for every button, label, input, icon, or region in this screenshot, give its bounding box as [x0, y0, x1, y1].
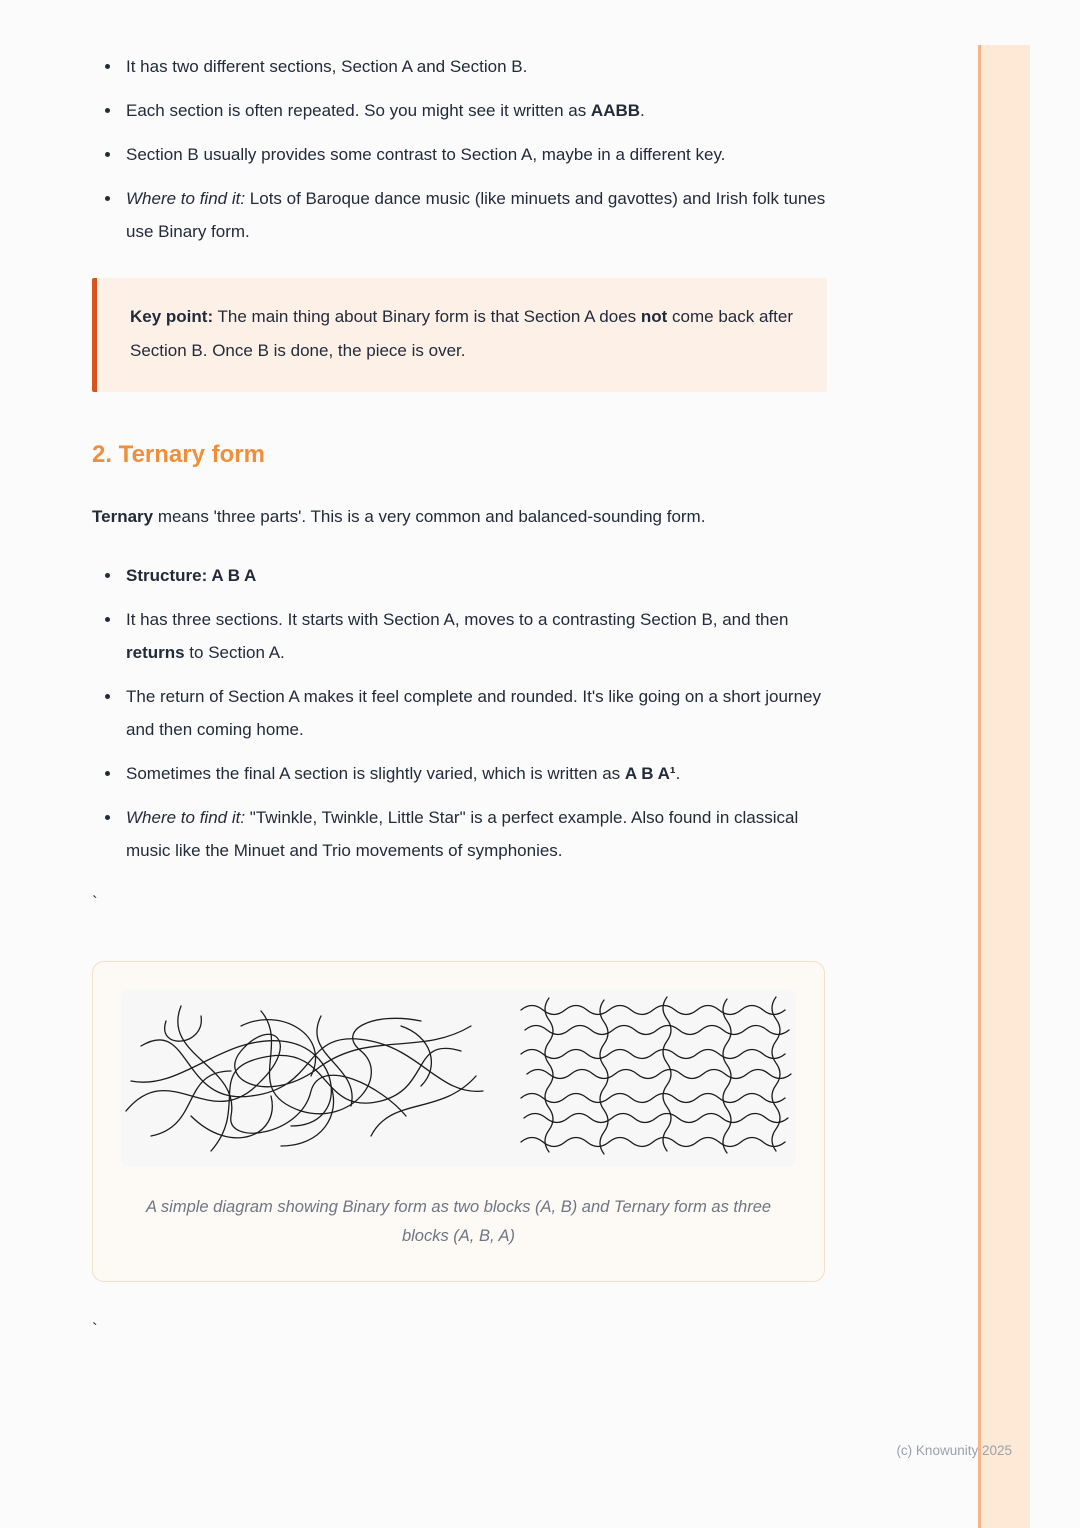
list-item: • Each section is often repeated. So you might see it written as AABB.	[122, 94, 827, 127]
ternary-intro: Ternary means 'three parts'. This is a very common and balanced-sounding form.	[92, 507, 706, 526]
figure-card	[92, 961, 825, 1282]
list-item: • The return of Section A makes it feel complete and rounded. It's like going on a short journey and then coming home.	[122, 680, 827, 746]
list-item: • Section B usually provides some contrast to Section A, maybe in a different key.	[122, 138, 827, 171]
binary-bullet-list	[92, 50, 827, 248]
footer-credit: (c) Knowunity 2025	[896, 1443, 1012, 1458]
figure-caption: A simple diagram showing Binary form as two blocks (A, B) and Ternary form as three blocks (A, B, A)	[145, 1198, 772, 1245]
list-item: • It has two different sections, Section A and Section B.	[122, 50, 827, 83]
tangle-scribble-icon	[126, 1006, 483, 1151]
stray-backtick-1: `	[92, 893, 98, 912]
list-item: • Sometimes the final A section is slightly varied, which is written as A B A¹.	[122, 757, 827, 790]
list-item: • Where to find it: "Twinkle, Twinkle, Little Star" is a perfect example. Also found in classical music like the Minuet and Trio movements of symphonies.	[122, 801, 827, 867]
list-item: • It has three sections. It starts with Section A, moves to a contrasting Section B, and then returns to Section A.	[122, 603, 827, 669]
list-item: • Where to find it: Lots of Baroque dance music (like minuets and gavottes) and Irish folk tunes use Binary form.	[122, 182, 827, 248]
binary-ternary-drawing	[121, 996, 798, 1161]
wave-pattern-icon	[521, 997, 791, 1154]
keypoint-callout	[92, 278, 827, 392]
stray-backtick-2: `	[92, 1320, 98, 1339]
figure-canvas	[121, 990, 796, 1167]
list-item: • Structure: A B A	[122, 559, 827, 592]
keypoint-text: Key point: The main thing about Binary form is that Section A does not come back after Section B. Once B is done, the piece is over.	[130, 307, 793, 360]
ternary-heading: 2. Ternary form	[92, 441, 265, 468]
ternary-bullet-list	[92, 559, 827, 867]
